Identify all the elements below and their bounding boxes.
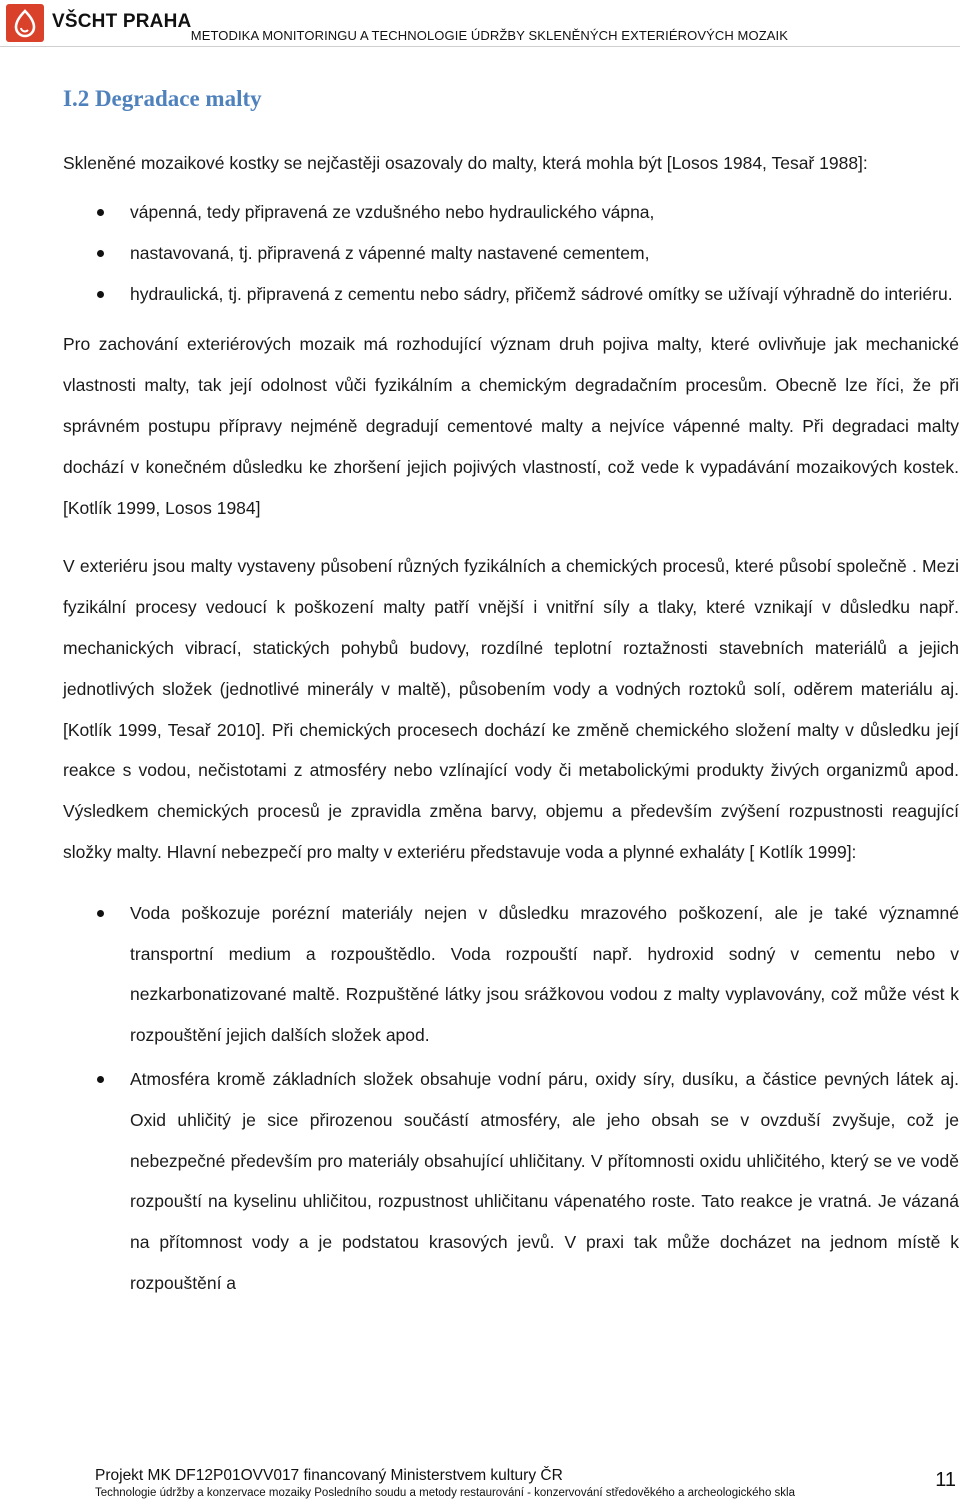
page-content <box>63 86 959 1307</box>
header-title: METODIKA MONITORINGU A TECHNOLOGIE ÚDRŽBY SKLENĚNÝCH EXTERIÉROVÝCH MOZAIK <box>190 28 788 43</box>
list-item: Atmosféra kromě základních složek obsahuje vodní páru, oxidy síry, dusíku, a částice pevných látek aj. Oxid uhličitý je sice přirozenou součástí atmosféry, ale jeho obsah se v ovzduší zvyšuje, což je nebezpečné především pro materiály obsahující uhličitany. V přítomnosti oxidu uhličitého, který se ve vodě rozpouští na kyselinu uhličitou, rozpustnost uhličitanu vápenatého roste. Tato reakce je vratná. Je vázaná na přítomnost vody a je podstatou krasových jevů. V praxi tak může docházet na jednom místě k rozpouštění a <box>63 1059 959 1304</box>
paragraph: Pro zachování exteriérových mozaik má rozhodující význam druh pojiva malty, které ovlivňuje jak mechanické vlastnosti malty, tak její odolnost vůči fyzikálním a chemickým degradačním procesům. Obecně lze říci, že při správném postupu přípravy nejméně degradují cementové malty a nejvíce vápenné malty. Při degradaci malty dochází v konečném důsledku ke zhoršení jejich pojivých vlastností, což vede k vypadávání mozaikových kostek. [Kotlík 1999, Losos 1984] <box>63 334 959 518</box>
page-number: 11 <box>935 1469 956 1491</box>
page-header <box>0 0 960 47</box>
logo-text: VŠCHT PRAHA <box>52 11 192 32</box>
footer-subtitle: Technologie údržby a konzervace mozaiky Posledního soudu a metody restaurování - konzervování středověkého a archeologického skla <box>95 1487 795 1499</box>
list-item: vápenná, tedy připravená ze vzdušného nebo hydraulického vápna, <box>63 192 959 233</box>
paragraph: V exteriéru jsou malty vystaveny působení různých fyzikálních a chemických procesů, které působí společně . Mezi fyzikální procesy vedoucí k poškození malty patří vnější i vnitřní síly a tlaky, které vznikají v důsledku např. mechanických vibrací, statických pohybů budovy, rozdílné teplotní roztažnosti stavebních materiálů a jejich jednotlivých složek (jednotlivé minerály v maltě), působením vody a vodných roztoků solí, oděrem materiálu aj. [Kotlík 1999, Tesař 2010]. Při chemických procesech dochází ke změně chemického složení malty v důsledku její reakce s vodou, nečistotami z atmosféry nebo vzlínající vody či metabolickými produkty živých organizmů apod. Výsledkem chemických procesů je zpravidla změna barvy, objemu a především zvýšení rozpustnosti reagující složky malty. Hlavní nebezpečí pro malty v exteriéru představuje voda a plynné exhaláty [ Kotlík 1999]: <box>63 556 959 862</box>
list-item: Voda poškozuje porézní materiály nejen v důsledku mrazového poškození, ale je také významné transportní medium a rozpouštědlo. Voda rozpouští např. hydroxid sodný v cementu nebo v nezkarbonatizované maltě. Rozpuštěné látky jsou srážkovou vodou z malty vyplavovány, což může vést k rozpouštění jejich dalších složek apod. <box>63 893 959 1056</box>
mortar-types-list <box>63 192 959 314</box>
section-heading: I.2 Degradace malty <box>63 86 262 111</box>
hazards-list <box>63 893 959 1304</box>
vscht-logo-icon <box>6 4 44 42</box>
page-footer <box>95 1467 935 1499</box>
intro-paragraph: Skleněné mozaikové kostky se nejčastěji osazovaly do malty, která mohla být [Losos 1984, Tesař 1988]: <box>63 153 868 173</box>
footer-project: Projekt MK DF12P01OVV017 financovaný Ministerstvem kultury ČR <box>95 1467 563 1484</box>
list-item: nastavovaná, tj. připravená z vápenné malty nastavené cementem, <box>63 233 959 274</box>
list-item: hydraulická, tj. připravená z cementu nebo sádry, přičemž sádrové omítky se užívají výhradně do interiéru. <box>63 274 959 315</box>
